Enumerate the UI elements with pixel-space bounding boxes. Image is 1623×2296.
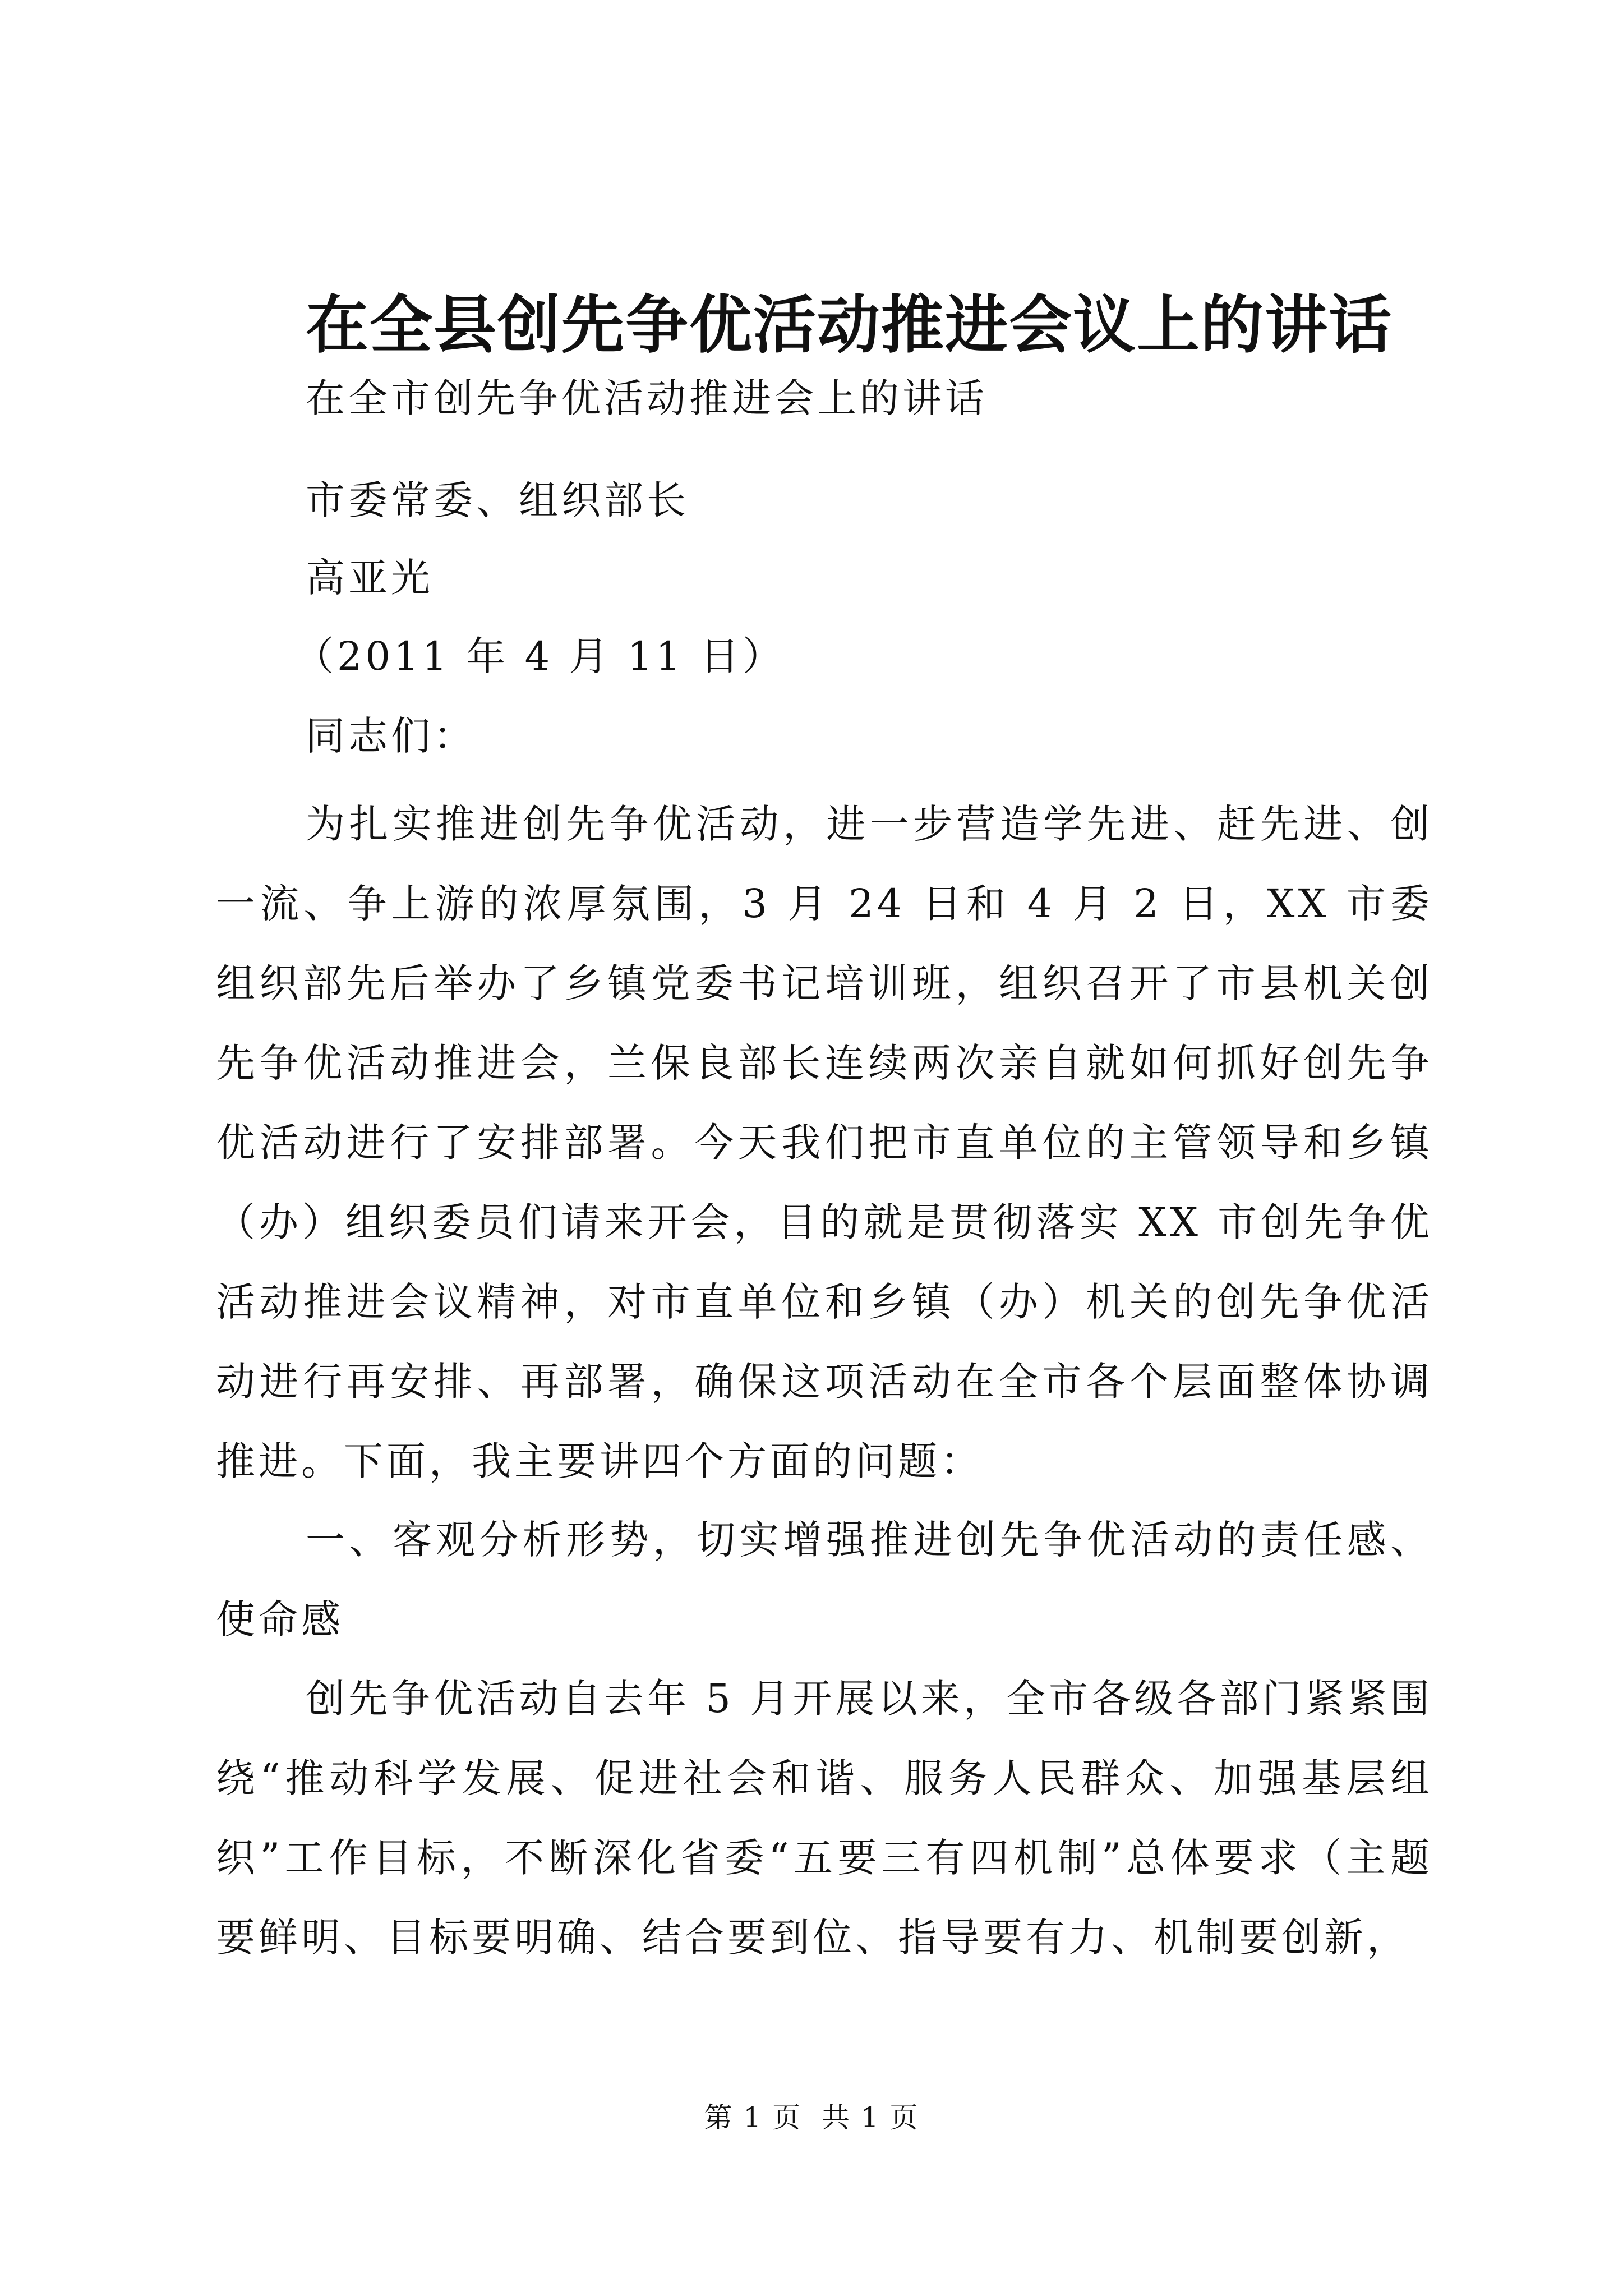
salutation: 同志们： [306,713,476,759]
document-title: 在全县创先争优活动推进会议上的讲话 [306,288,1393,362]
speaker-position: 市委常委、组织部长 [306,477,689,523]
speech-date: （2011 年 4 月 11 日） [294,633,786,679]
speaker-name: 高亚光 [306,555,434,601]
document-subtitle: 在全市创先争优活动推进会上的讲话 [306,375,988,421]
section-heading-1: 一、客观分析形势，切实增强推进创先争优活动的责任感、使命感 [216,1517,1433,1642]
paragraph-intro: 为扎实推进创先争优活动，进一步营造学先进、赶先进、创一流、争上游的浓厚氛围，3 月 24 日和 4 月 2 日，XX 市委组织部先后举办了乡镇党委书记培训班，组织召开了市县机关创先争优活动推进会，兰保良部长连续两次亲自就如何抓好创先争优活动进行了安排部署。今天我们把市直单位的主管领导和乡镇（办）组织委员们请来开会，目的就是贯彻落实 XX 市创先争优活动推进会议精神，对市直单位和乡镇（办）机关的创先争优活动进行再安排、再部署，确保这项活动在全市各个层面整体协调推进。下面，我主要讲四个方面的问题： [216,801,1433,1484]
paragraph-section-1: 创先争优活动自去年 5 月开展以来，全市各级各部门紧紧围绕“推动科学发展、促进社会和谐、服务人民群众、加强基层组织”工作目标，不断深化省委“五要三有四机制”总体要求（主题要鲜明、目标要明确、结合要到位、指导要有力、机制要创新， [216,1676,1433,1961]
page-footer: 第 1 页 共 1 页 [704,2101,919,2134]
